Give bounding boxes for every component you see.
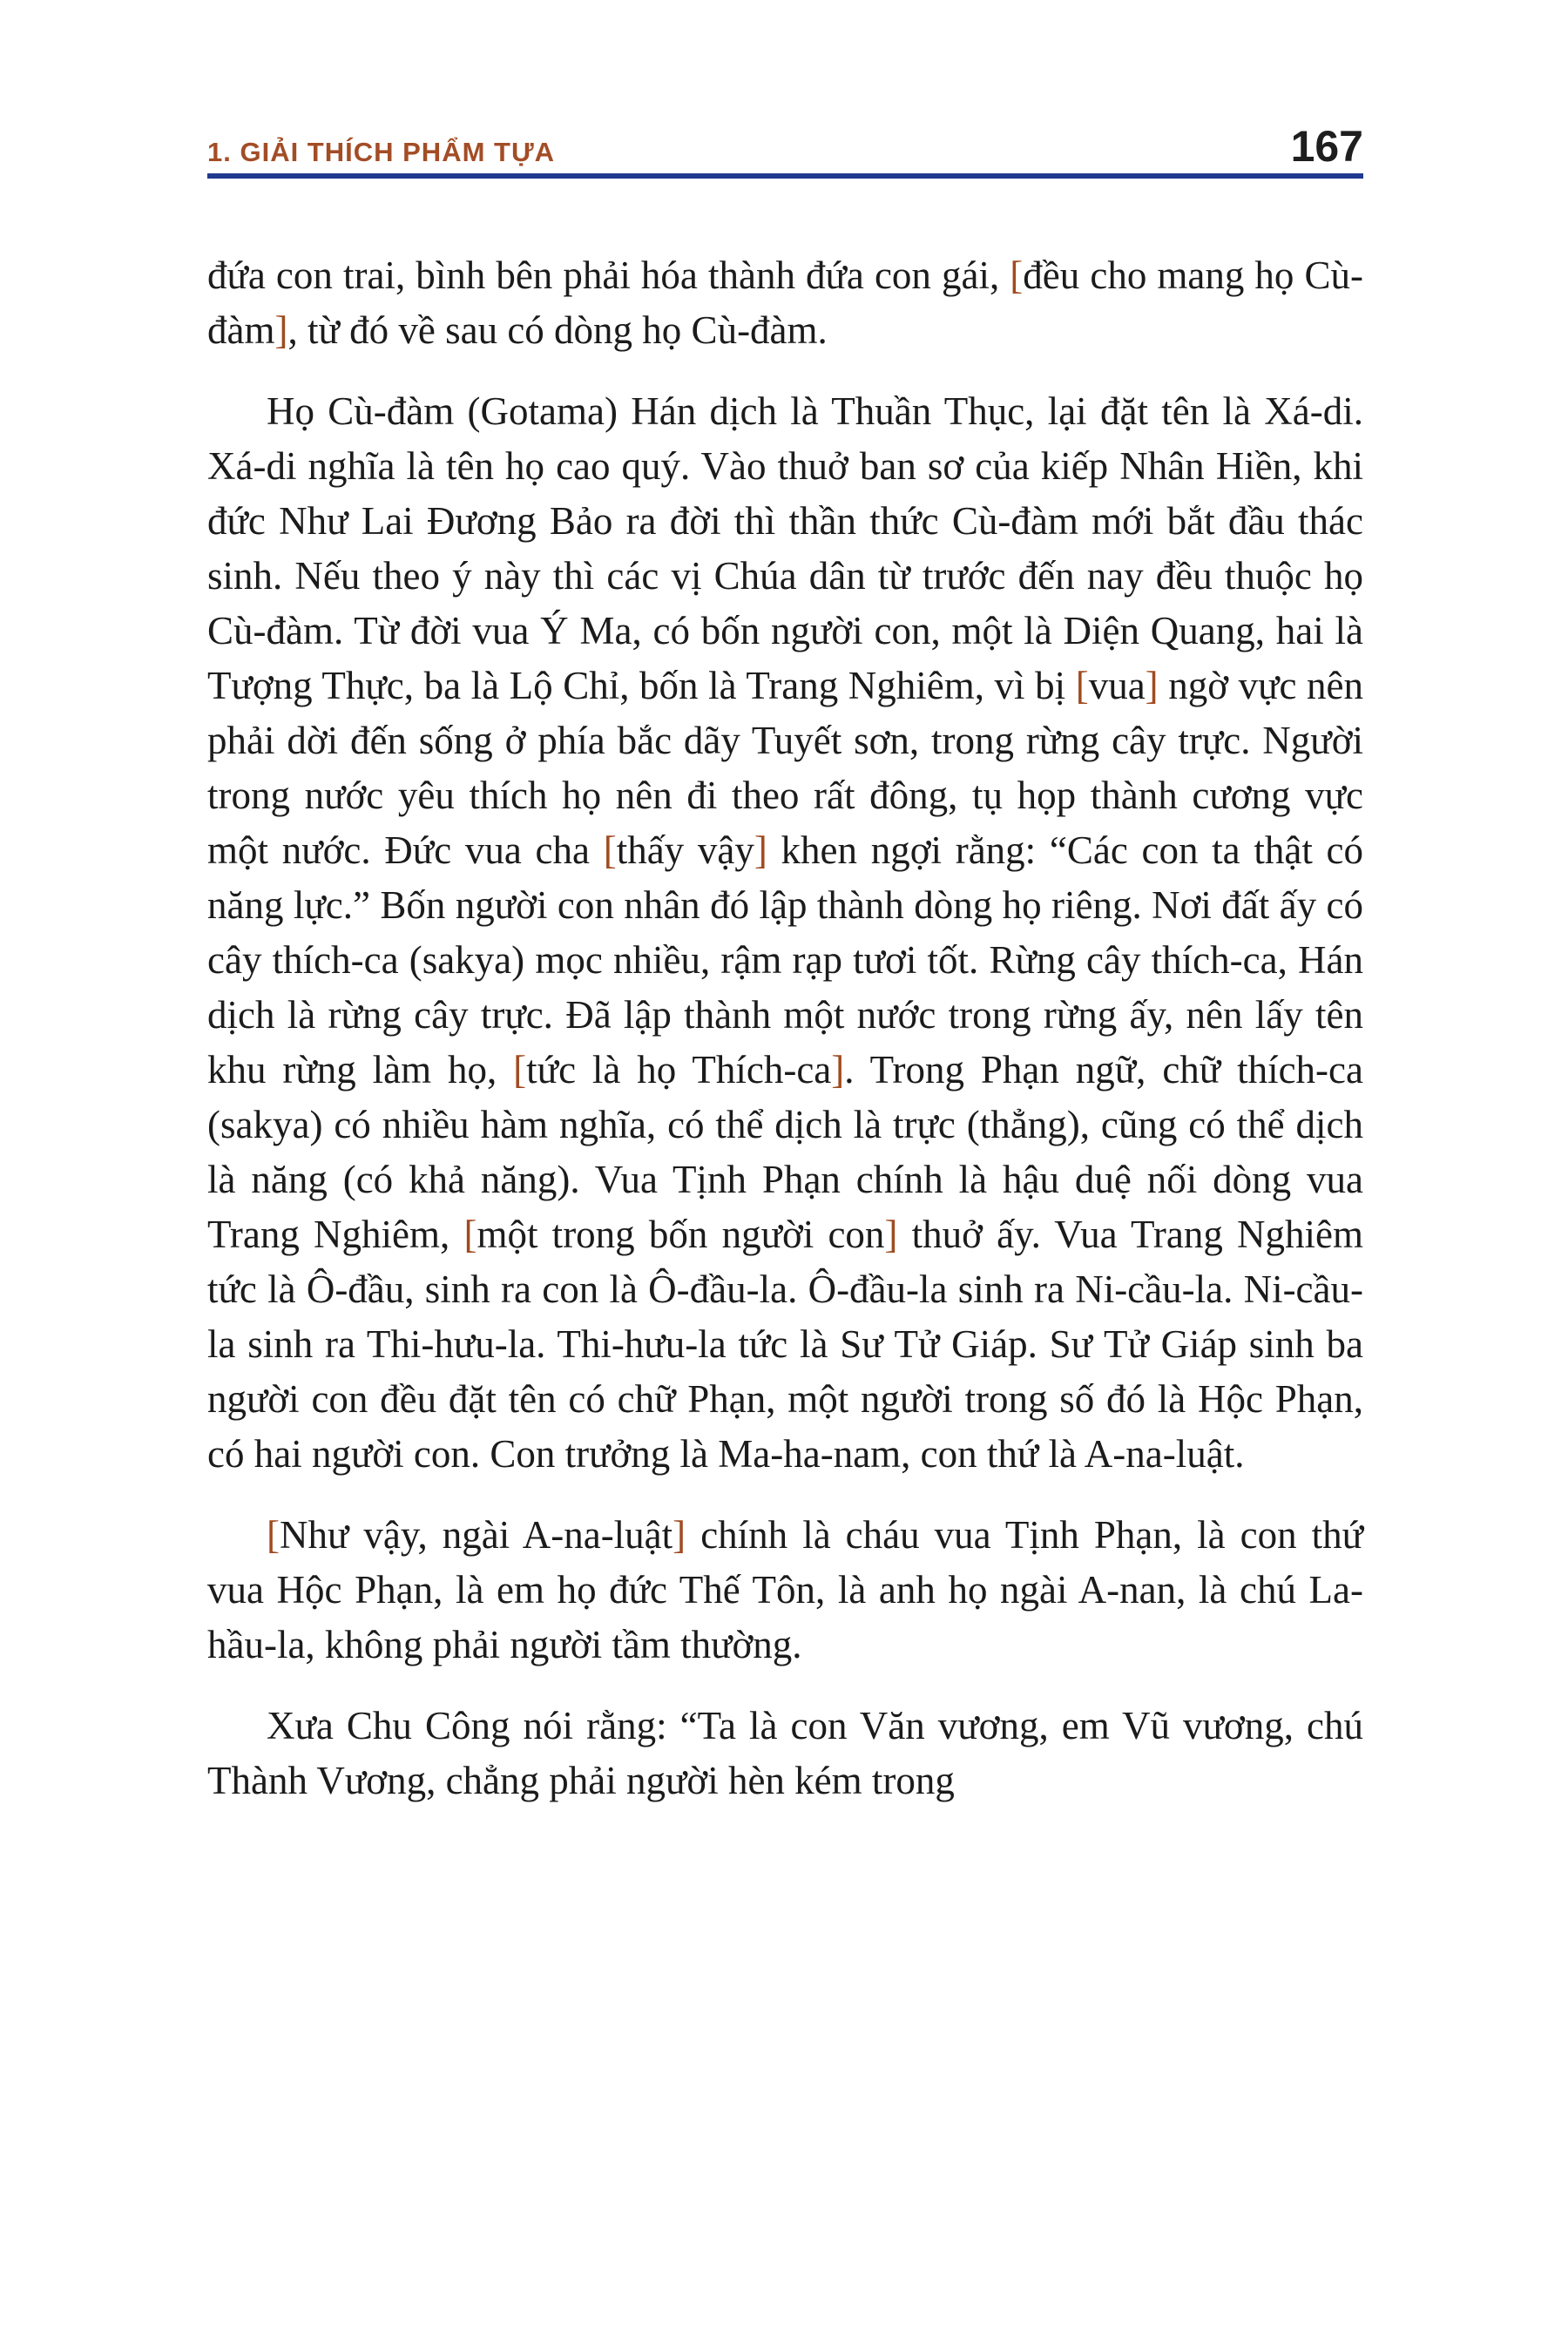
page-body xyxy=(207,248,1363,1808)
header-rule xyxy=(207,173,1363,179)
editorial-bracket-open: [ xyxy=(267,1513,280,1557)
editorial-bracket-close: ] xyxy=(884,1213,898,1256)
running-header-row xyxy=(207,122,1363,171)
section-title: 1. GIẢI THÍCH PHẨM TỰA xyxy=(207,137,556,167)
paragraph: đứa con trai, bình bên phải hóa thành đứa con gái, [đều cho mang họ Cù-đàm], từ đó về sau có dòng họ Cù-đàm. xyxy=(207,253,1364,352)
editorial-bracket-open: [ xyxy=(1075,664,1089,707)
editorial-bracket-open: [ xyxy=(463,1213,477,1256)
page-number: 167 xyxy=(1290,122,1363,171)
running-header xyxy=(207,122,1363,171)
editorial-bracket-open: [ xyxy=(1010,253,1024,297)
editorial-bracket-open: [ xyxy=(603,828,617,872)
editorial-bracket-close: ] xyxy=(1145,664,1159,707)
editorial-bracket-close: ] xyxy=(672,1513,686,1557)
paragraph: [Như vậy, ngài A-na-luật] chính là cháu vua Tịnh Phạn, là con thứ vua Hộc Phạn, là em họ đức Thế Tôn, là anh họ ngài A-nan, là chú La-hầu-la, không phải người tầm thường. xyxy=(207,1513,1363,1666)
editorial-bracket-close: ] xyxy=(274,308,288,352)
editorial-bracket-close: ] xyxy=(831,1048,845,1092)
editorial-bracket-close: ] xyxy=(754,828,767,872)
paragraph: Xưa Chu Công nói rằng: “Ta là con Văn vương, em Vũ vương, chú Thành Vương, chẳng phải người hèn kém trong xyxy=(207,1704,1363,1802)
paragraph: Họ Cù-đàm (Gotama) Hán dịch là Thuần Thục, lại đặt tên là Xá-di. Xá-di nghĩa là tên họ cao quý. Vào thuở ban sơ của kiếp Nhân Hiền, khi đức Như Lai Đương Bảo ra đời thì thần thức Cù-đàm mới bắt đầu thác sinh. Nếu theo ý này thì các vị Chúa dân từ trước đến nay đều thuộc họ Cù-đàm. Từ đời vua Ý Ma, có bốn người con, một là Diện Quang, hai là Tượng Thực, ba là Lộ Chỉ, bốn là Trang Nghiêm, vì bị [vua] ngờ vực nên phải dời đến sống ở phía bắc dãy Tuyết sơn, trong rừng cây trực. Người trong nước yêu thích họ nên đi theo rất đông, tụ họp thành cương vực một nước. Đức vua cha [thấy vậy] khen ngợi rằng: “Các con ta thật có năng lực.” Bốn người con nhân đó lập thành dòng họ riêng. Nơi đất ấy có cây thích-ca (sakya) mọc nhiều, rậm rạp tươi tốt. Rừng cây thích-ca, Hán dịch là rừng cây trực. Đã lập thành một nước trong rừng ấy, nên lấy tên khu rừng làm họ, [tức là họ Thích-ca]. Trong Phạn ngữ, chữ thích-ca (sakya) có nhiều hàm nghĩa, có thể dịch là trực (thẳng), cũng có thể dịch là năng (có khả năng). Vua Tịnh Phạn chính là hậu duệ nối dòng vua Trang Nghiêm, [một trong bốn người con] thuở ấy. Vua Trang Nghiêm tức là Ô-đầu, sinh ra con là Ô-đầu-la. Ô-đầu-la sinh ra Ni-cầu-la. Ni-cầu-la sinh ra Thi-hưu-la. Thi-hưu-la tức là Sư Tử Giáp. Sư Tử Giáp sinh ba người con đều đặt tên có chữ Phạn, một người trong số đó là Hộc Phạn, có hai người con. Con trưởng là Ma-ha-nam, con thứ là A-na-luật. xyxy=(207,389,1363,1476)
editorial-bracket-open: [ xyxy=(513,1048,527,1092)
